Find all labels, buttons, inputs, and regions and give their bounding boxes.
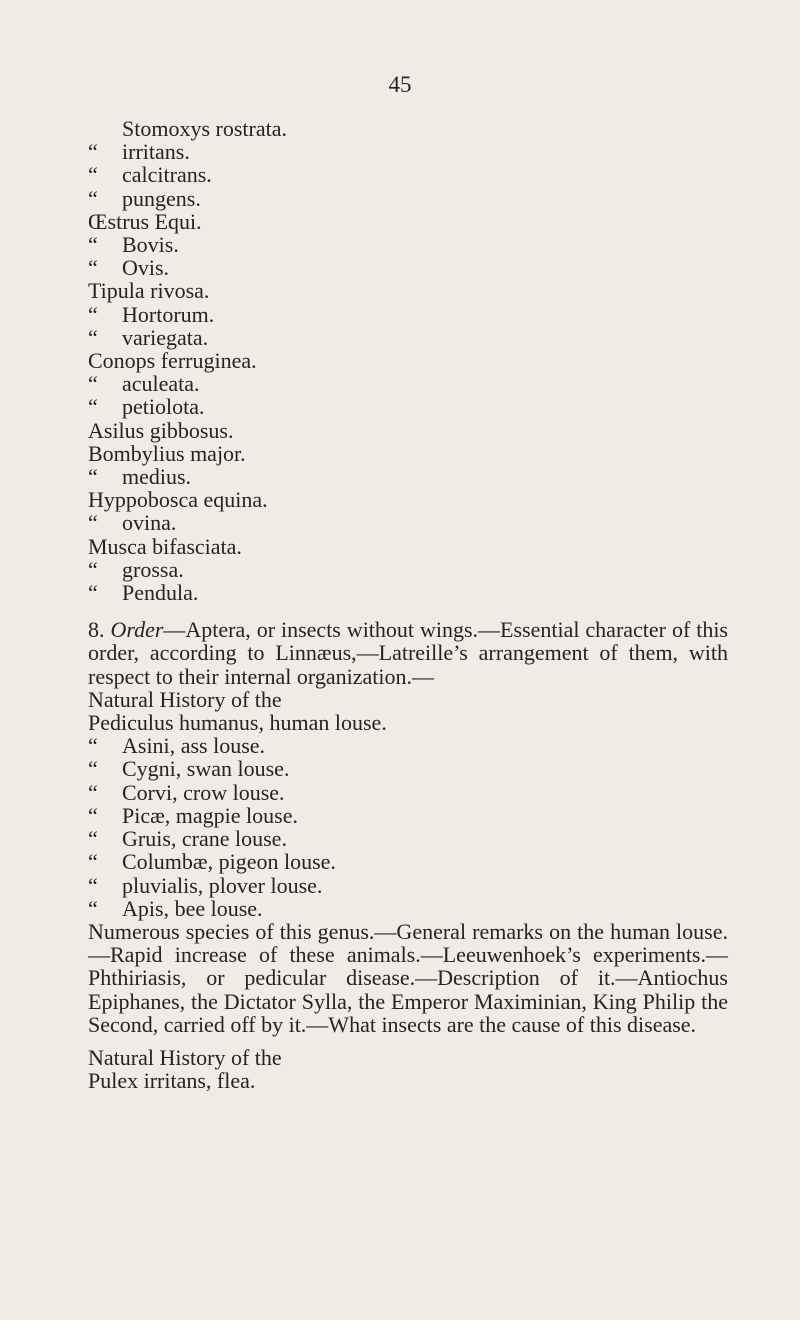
species-name: Apis, — [122, 895, 170, 921]
text-block — [88, 117, 728, 1092]
natural-history-heading: Natural History of the — [88, 1044, 282, 1070]
ditto-mark: “ — [88, 826, 98, 852]
ditto-mark: “ — [88, 162, 98, 188]
ditto-mark: “ — [88, 139, 98, 165]
species-list-diptera — [88, 117, 728, 604]
list-item — [88, 734, 728, 757]
list-item — [88, 827, 728, 850]
species-name: Bovis. — [122, 232, 179, 258]
list-item — [88, 349, 728, 372]
list-item — [88, 558, 728, 581]
species-name: Pediculus humanus, — [88, 710, 264, 736]
species-name: Musca bifasciata. — [88, 533, 242, 559]
ditto-mark: “ — [88, 510, 98, 536]
list-item — [88, 140, 728, 163]
species-name: Corvi, — [122, 779, 178, 805]
order-label: Order — [110, 617, 164, 643]
list-item — [88, 187, 728, 210]
list-item — [88, 326, 728, 349]
species-name: Picæ, — [122, 802, 171, 828]
remarks-paragraph: Numerous species of this genus.—General remarks on the human louse.—Rapid increase of these animals.—Leeuwenhoek’s experiments.—Phthiriasis, or pedicular disease.—Description of it.—Antiochus Epiphanes, the Dictator Sylla, the Emperor Maximinian, King Philip the Second, carried off by it.—What insects are the cause of this disease. — [88, 918, 728, 1037]
species-name: pluvialis, — [122, 872, 204, 898]
common-name: human louse. — [269, 710, 387, 736]
ditto-mark: “ — [88, 255, 98, 281]
list-item — [88, 711, 728, 734]
list-item — [88, 442, 728, 465]
final-species-line: Pulex irritans, flea. — [88, 1068, 256, 1094]
list-item — [88, 488, 728, 511]
list-item — [88, 757, 728, 780]
ditto-mark: “ — [88, 895, 98, 921]
list-item — [88, 163, 728, 186]
order-number: 8. — [88, 617, 105, 643]
species-name: aculeata. — [122, 371, 200, 397]
ditto-mark: “ — [88, 802, 98, 828]
species-name: Stomoxys rostrata. — [122, 116, 287, 141]
ditto-mark: “ — [88, 872, 98, 898]
ditto-mark: “ — [88, 849, 98, 875]
ditto-mark: “ — [88, 464, 98, 490]
list-item — [88, 874, 728, 897]
common-name: magpie louse. — [175, 802, 298, 828]
list-item — [88, 210, 728, 233]
list-item — [88, 395, 728, 418]
species-name: Cygni, — [122, 756, 182, 782]
ditto-mark: “ — [88, 580, 98, 606]
list-item — [88, 781, 728, 804]
common-name: bee louse. — [174, 895, 263, 921]
list-item — [88, 897, 728, 920]
species-name: medius. — [122, 464, 192, 490]
list-item — [88, 419, 728, 442]
list-item — [88, 465, 728, 488]
list-item — [88, 303, 728, 326]
list-item — [88, 535, 728, 558]
order-heading-paragraph — [88, 618, 728, 688]
ditto-mark: “ — [88, 779, 98, 805]
natural-history-heading: Natural History of the — [88, 686, 282, 712]
species-list-lice — [88, 711, 728, 920]
list-item — [88, 804, 728, 827]
ditto-mark: “ — [88, 301, 98, 327]
ditto-mark: “ — [88, 756, 98, 782]
ditto-mark: “ — [88, 371, 98, 397]
ditto-mark: “ — [88, 556, 98, 582]
order-description: —Aptera, or insects without wings.—Essential character of this order, according to Linnæus,—Latreille’s arrangement of them, with respect to their internal organization.— — [88, 617, 728, 689]
species-name: Tipula rivosa. — [88, 278, 210, 304]
common-name: crane louse. — [181, 826, 287, 852]
species-name: Asilus gibbosus. — [88, 417, 234, 443]
ditto-mark: “ — [88, 185, 98, 211]
species-name: Hyppobosca equina. — [88, 487, 268, 513]
species-name: Bombylius major. — [88, 440, 246, 466]
species-name: variegata. — [122, 324, 209, 350]
species-name: Œstrus Equi. — [88, 208, 202, 234]
common-name: pigeon louse. — [218, 849, 336, 875]
ditto-mark: “ — [88, 232, 98, 258]
species-name: petiolota. — [122, 394, 205, 420]
species-name: Conops ferruginea. — [88, 348, 257, 374]
list-item — [88, 850, 728, 873]
list-item — [88, 256, 728, 279]
species-name: ovina. — [122, 510, 177, 536]
list-item — [88, 581, 728, 604]
species-name: Hortorum. — [122, 301, 215, 327]
list-item — [88, 511, 728, 534]
species-name: pungens. — [122, 185, 201, 211]
common-name: plover louse. — [208, 872, 323, 898]
species-name: Pendula. — [122, 580, 199, 606]
species-name: Gruis, — [122, 826, 177, 852]
species-name: Columbæ, — [122, 849, 214, 875]
species-name: irritans. — [122, 139, 190, 165]
species-name: grossa. — [122, 556, 184, 582]
list-item — [88, 279, 728, 302]
list-item — [88, 117, 728, 140]
species-name: Asini, — [122, 733, 176, 759]
species-name: calcitrans. — [122, 162, 212, 188]
ditto-mark: “ — [88, 394, 98, 420]
list-item — [88, 233, 728, 256]
common-name: crow louse. — [183, 779, 285, 805]
page-number: 45 — [388, 72, 412, 97]
species-name: Ovis. — [122, 255, 170, 281]
ditto-mark: “ — [88, 733, 98, 759]
common-name: ass louse. — [180, 733, 266, 759]
ditto-mark: “ — [88, 324, 98, 350]
common-name: swan louse. — [186, 756, 290, 782]
list-item — [88, 372, 728, 395]
